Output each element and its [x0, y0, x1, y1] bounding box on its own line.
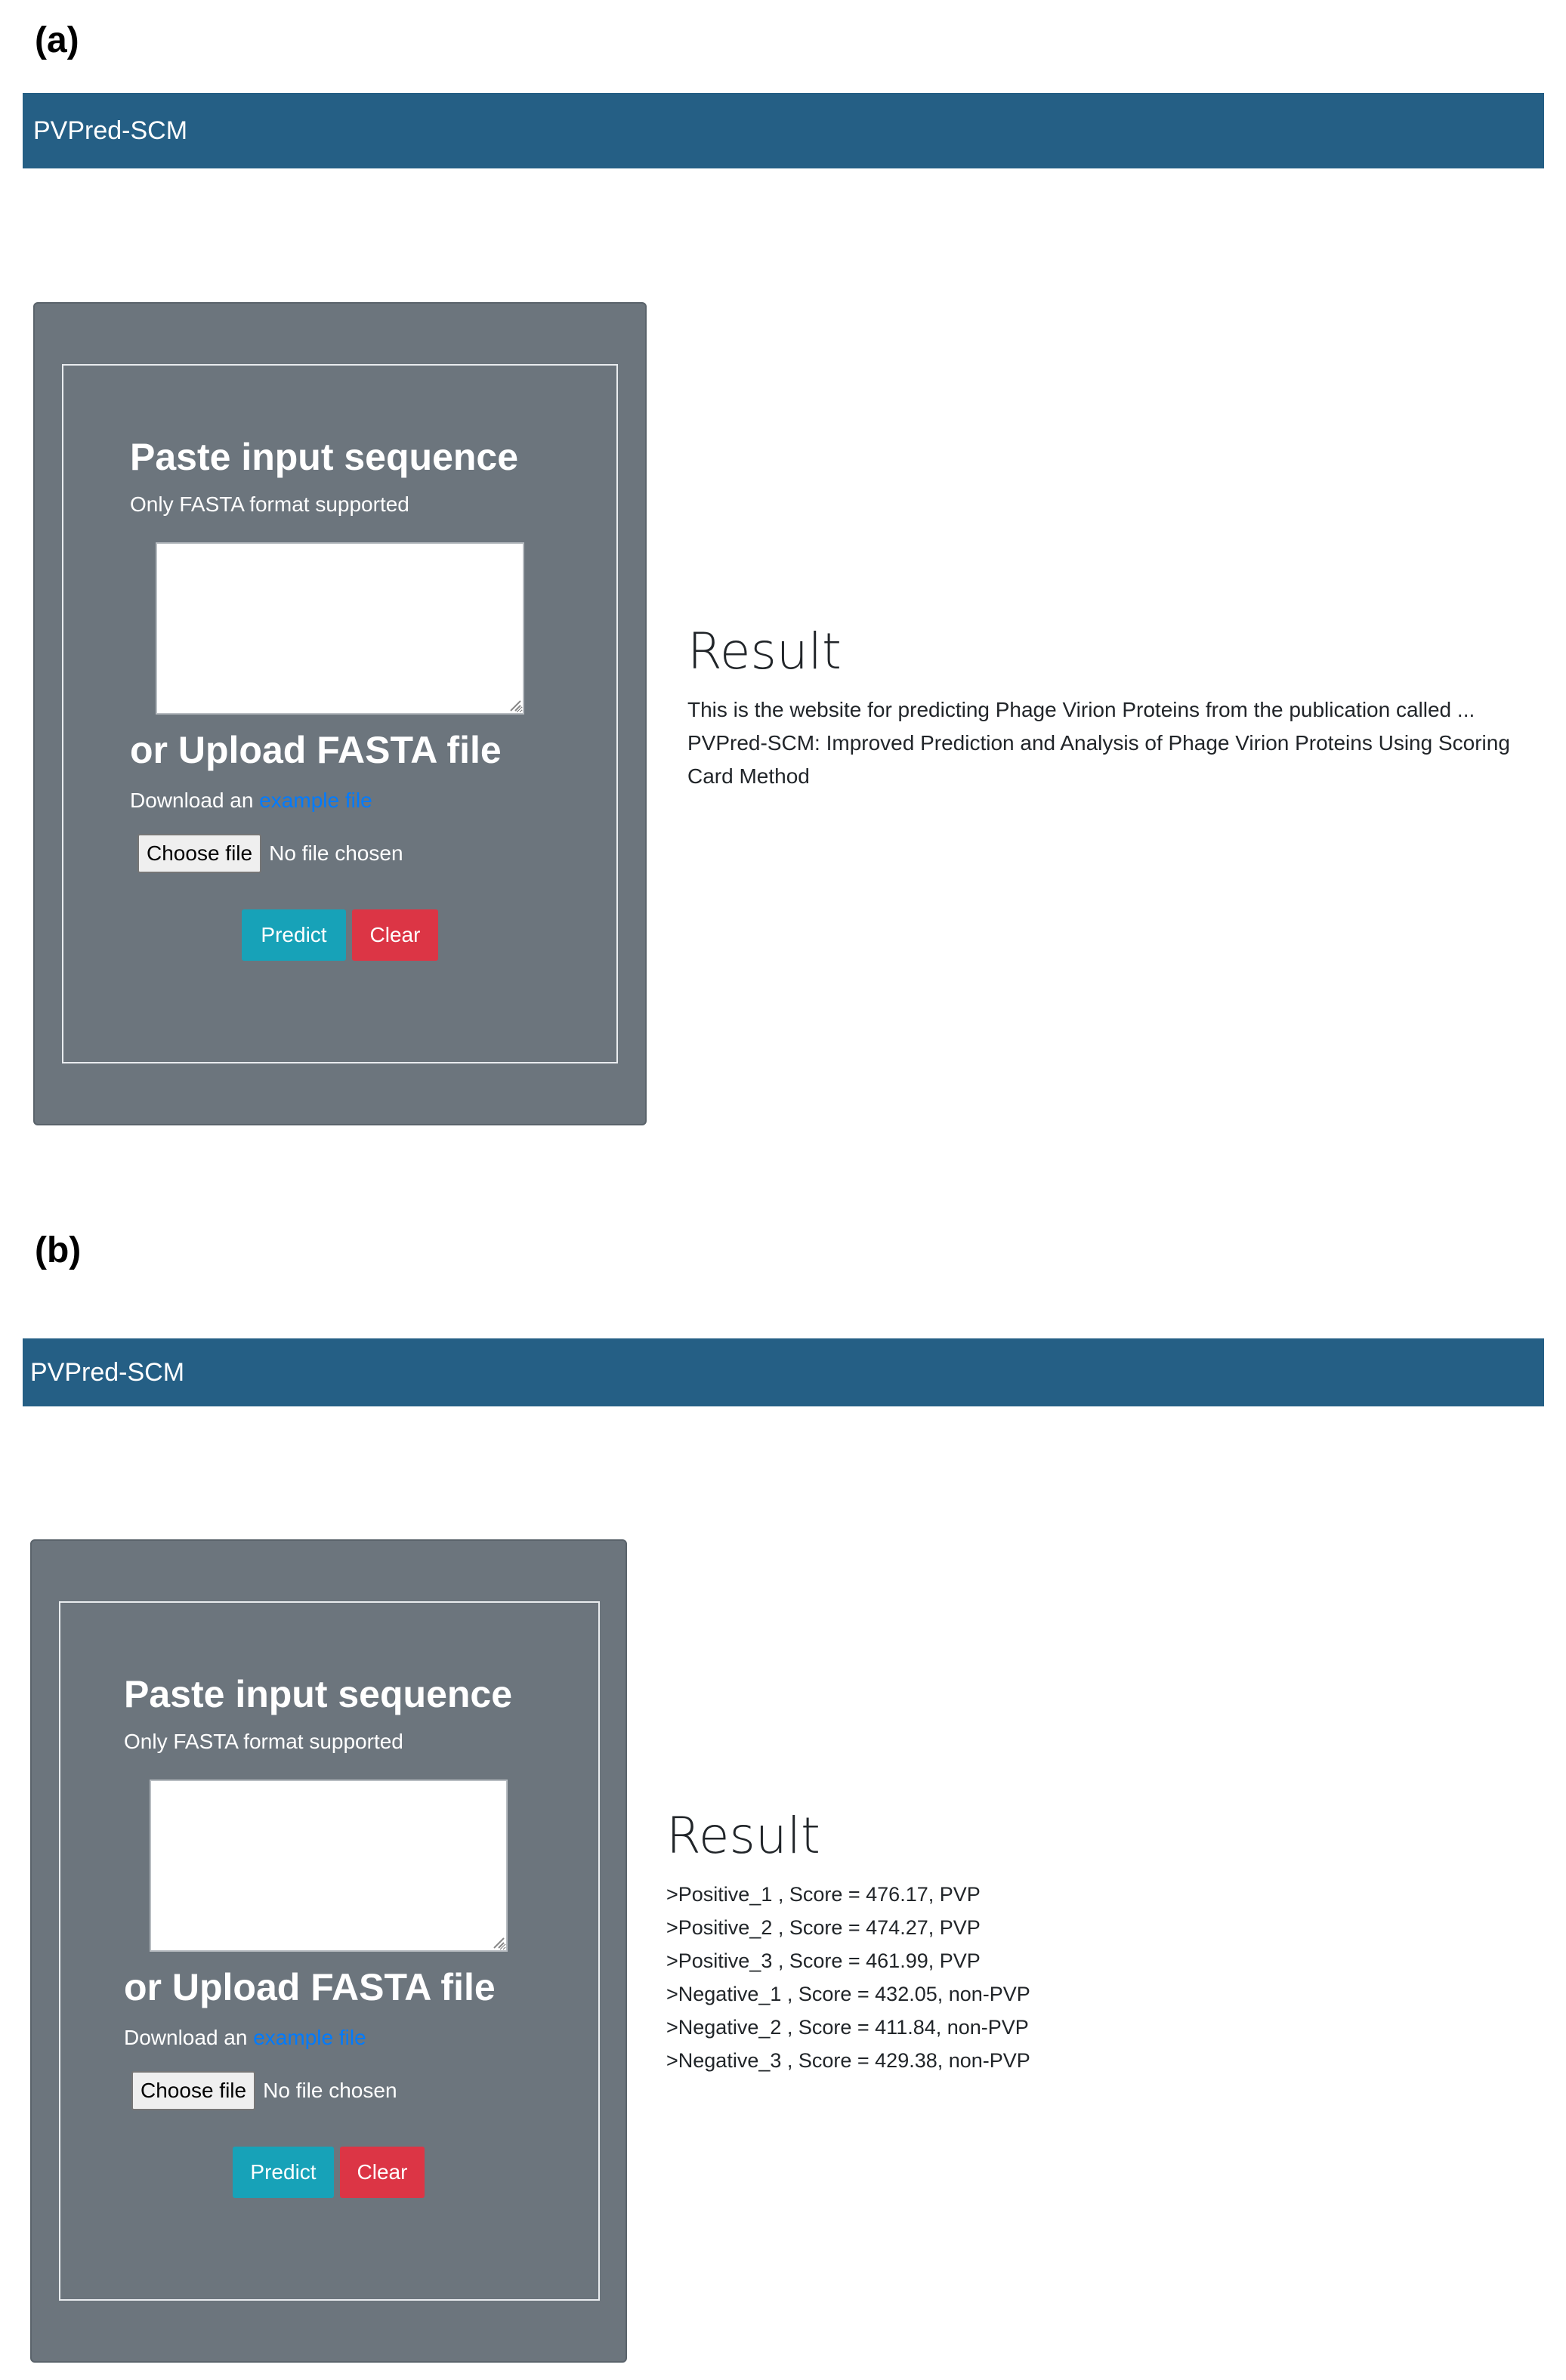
result-heading: Result: [687, 622, 842, 681]
clear-button[interactable]: Clear: [340, 2147, 425, 2198]
download-example-line: [124, 2027, 366, 2048]
clear-button[interactable]: Clear: [352, 909, 438, 961]
navbar: [23, 1338, 1544, 1406]
result-item: >Positive_1 , Score = 476.17, PVP: [666, 1883, 981, 1906]
file-status: No file chosen: [263, 2079, 397, 2102]
fasta-format-note: Only FASTA format supported: [130, 492, 409, 516]
navbar-brand[interactable]: PVPred-SCM: [30, 1357, 185, 1387]
fasta-format-note: Only FASTA format supported: [124, 1730, 403, 1753]
paste-sequence-heading: Paste input sequence: [130, 436, 519, 478]
result-item: >Negative_1 , Score = 432.05, non-PVP: [666, 1983, 1030, 2005]
panel-a-label: (a): [35, 20, 79, 60]
choose-file-button[interactable]: Choose file: [137, 834, 261, 873]
download-example-line: [130, 790, 372, 811]
predict-button[interactable]: Predict: [233, 2147, 334, 2198]
sequence-textarea[interactable]: [156, 542, 524, 715]
result-description: [687, 693, 1541, 793]
file-status: No file chosen: [269, 841, 403, 865]
result-heading: Result: [666, 1807, 820, 1865]
download-prefix: Download an: [130, 789, 254, 812]
panel-b-label: (b): [35, 1230, 82, 1270]
choose-file-button[interactable]: Choose file: [131, 2071, 255, 2110]
result-item: >Positive_2 , Score = 474.27, PVP: [666, 1916, 981, 1939]
result-item: >Negative_3 , Score = 429.38, non-PVP: [666, 2049, 1030, 2072]
file-input[interactable]: [131, 2071, 397, 2110]
result-list: [666, 1878, 1030, 2077]
example-file-link[interactable]: example file: [253, 2026, 366, 2049]
input-card-inner: [62, 364, 618, 1063]
input-card-inner: [59, 1601, 600, 2301]
result-item: >Positive_3 , Score = 461.99, PVP: [666, 1949, 981, 1972]
result-line: PVPred-SCM: Improved Prediction and Analysis of Phage Virion Proteins Using Scoring Card Method: [687, 731, 1510, 788]
upload-fasta-heading: or Upload FASTA file: [124, 1966, 496, 2008]
input-card: [30, 1539, 627, 2363]
predict-button[interactable]: Predict: [242, 909, 346, 961]
result-item: >Negative_2 , Score = 411.84, non-PVP: [666, 2016, 1029, 2039]
navbar: [23, 93, 1544, 168]
sequence-textarea[interactable]: [150, 1780, 508, 1952]
result-line: This is the website for predicting Phage Virion Proteins from the publication called ...: [687, 698, 1475, 721]
example-file-link[interactable]: example file: [259, 789, 372, 812]
paste-sequence-heading: Paste input sequence: [124, 1673, 513, 1715]
file-input[interactable]: [137, 834, 403, 873]
input-card: [33, 302, 647, 1125]
download-prefix: Download an: [124, 2026, 248, 2049]
navbar-brand[interactable]: PVPred-SCM: [33, 116, 188, 145]
upload-fasta-heading: or Upload FASTA file: [130, 729, 502, 771]
